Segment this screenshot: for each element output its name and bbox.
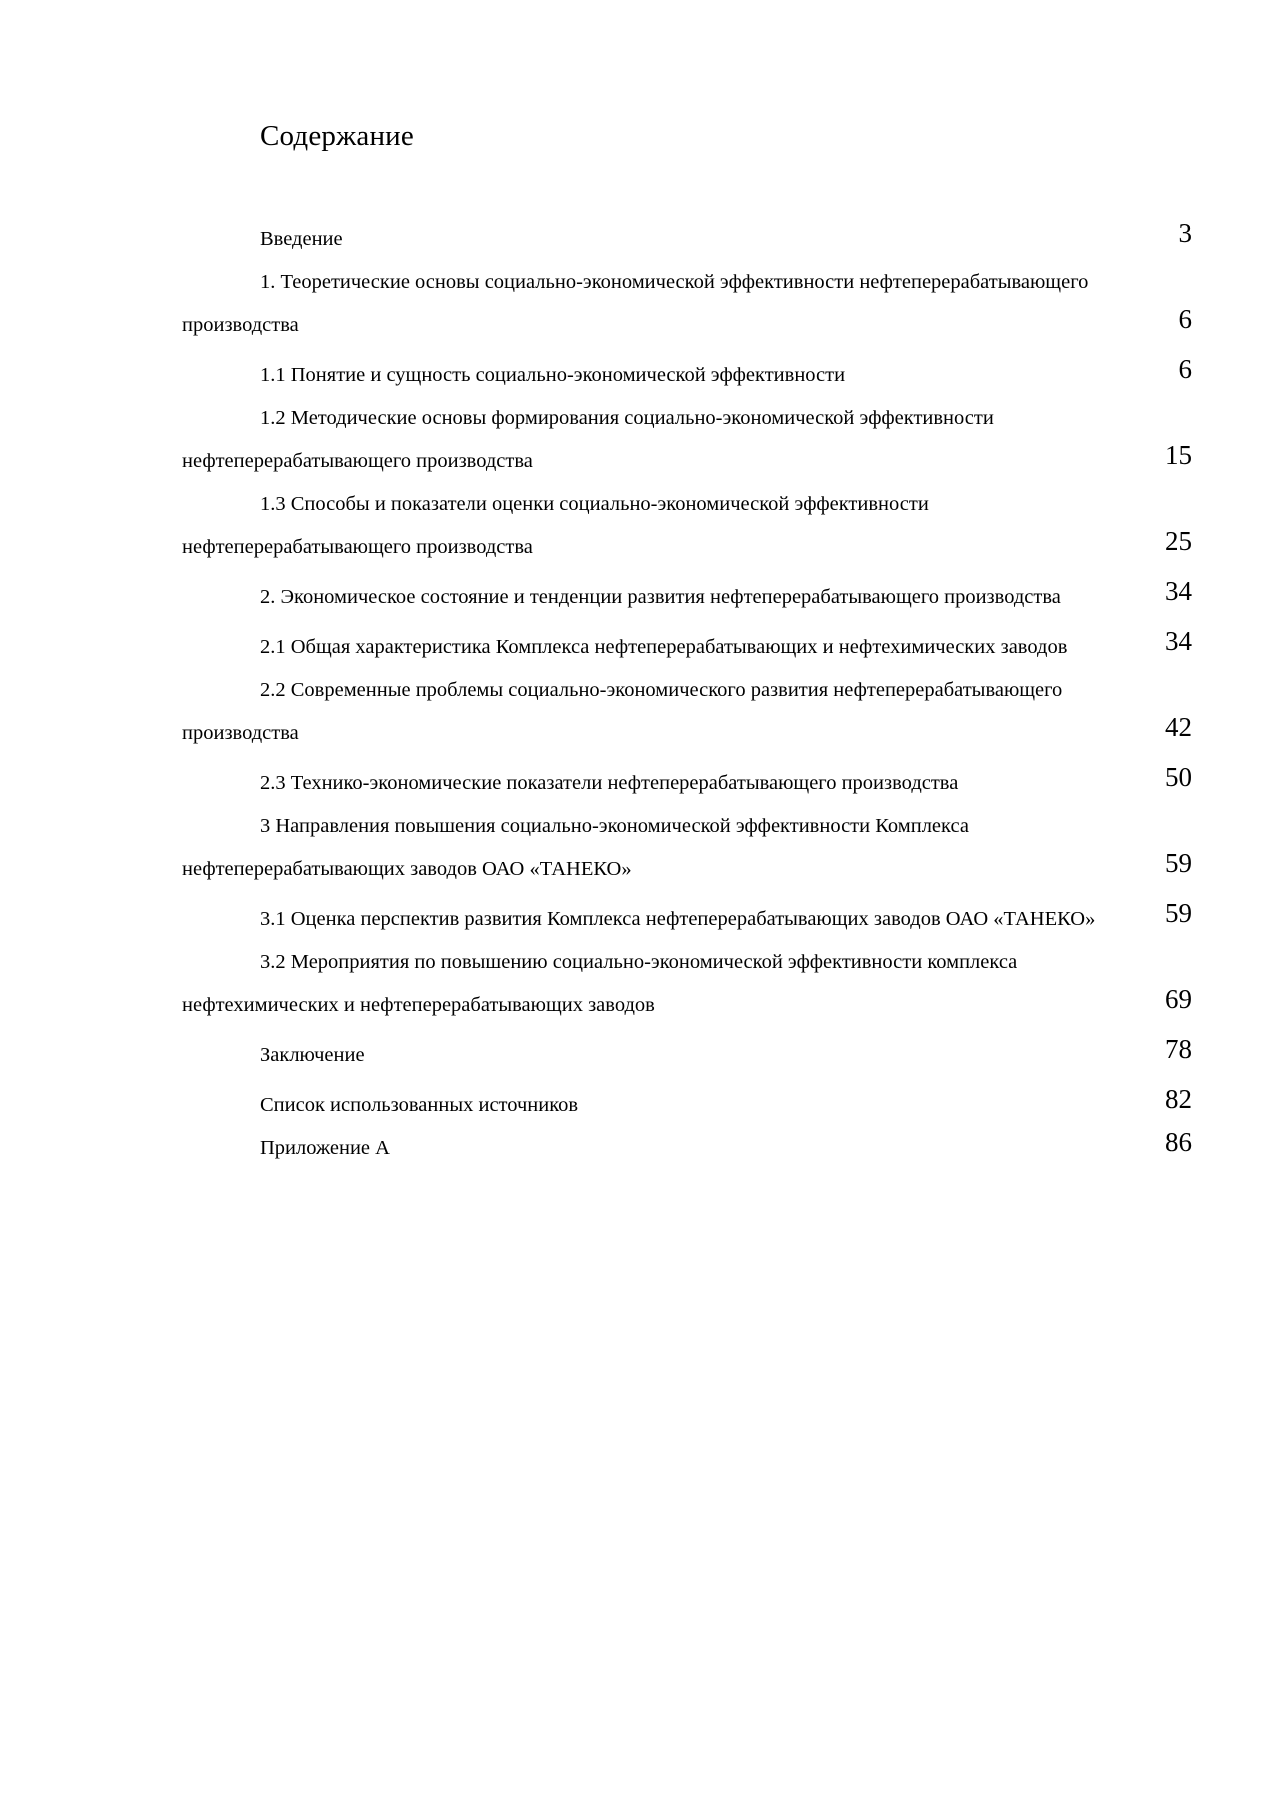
- toc-page-number: 86: [1165, 1127, 1192, 1157]
- toc-entry-section-3-1: [182, 898, 1192, 941]
- toc-entry-text: 3.1 Оценка перспектив развития Комплекса нефтеперерабатывающих заводов ОАО «ТАНЕКО»: [260, 908, 1096, 930]
- toc-entry-section-2-1: [182, 626, 1192, 669]
- toc-entry-section-1-3: [182, 483, 1192, 569]
- toc-entry-text: Список использованных источников: [260, 1094, 579, 1116]
- toc-page-number: 69: [1165, 984, 1192, 1014]
- toc-entry-chapter-2: [182, 576, 1192, 619]
- toc-entry-text: 1.2 Методические основы формирования социально-экономической эффективности нефтеперерабатывающего производства: [182, 407, 994, 472]
- toc-page-number: 78: [1165, 1034, 1192, 1064]
- toc-page-number: 34: [1165, 576, 1192, 606]
- toc-entry-section-1-2: [182, 397, 1192, 483]
- toc-page-number: 25: [1165, 526, 1192, 556]
- toc-entry-text: Введение: [260, 228, 343, 250]
- toc-page-number: 6: [1178, 304, 1192, 334]
- toc-entry-section-2-3: [182, 762, 1192, 805]
- toc-page-number: 42: [1165, 712, 1192, 742]
- toc-entry-chapter-3: [182, 805, 1192, 891]
- table-of-contents: [182, 218, 1192, 1170]
- toc-page-number: 6: [1178, 354, 1192, 384]
- toc-entry-references: [182, 1084, 1192, 1127]
- toc-entry-text: Приложение А: [260, 1137, 390, 1159]
- toc-entry-text: 2. Экономическое состояние и тенденции развития нефтеперерабатывающего производства: [260, 586, 1061, 608]
- toc-entry-section-3-2: [182, 941, 1192, 1027]
- toc-entry-appendix-a: [182, 1127, 1192, 1170]
- toc-page-number: 50: [1165, 762, 1192, 792]
- toc-title: Содержание: [260, 120, 414, 152]
- toc-entry-text: 2.2 Современные проблемы социально-экономического развития нефтеперерабатывающего производства: [182, 679, 1063, 744]
- toc-page-number: 15: [1165, 440, 1192, 470]
- toc-page-number: 34: [1165, 626, 1192, 656]
- toc-entry-text: 1.1 Понятие и сущность социально-экономической эффективности: [260, 364, 846, 386]
- toc-entry-chapter-1: [182, 261, 1192, 347]
- toc-page-number: 3: [1178, 218, 1192, 248]
- toc-entry-conclusion: [182, 1034, 1192, 1077]
- toc-entry-text: 3.2 Мероприятия по повышению социально-экономической эффективности комплекса нефтехимических и нефтеперерабатывающих заводов: [182, 951, 1018, 1016]
- toc-page-number: 59: [1165, 898, 1192, 928]
- toc-entry-text: 1. Теоретические основы социально-экономической эффективности нефтеперерабатывающего производства: [182, 271, 1089, 336]
- toc-entry-section-2-2: [182, 669, 1192, 755]
- toc-page-number: 59: [1165, 848, 1192, 878]
- toc-entry-text: 2.3 Технико-экономические показатели нефтеперерабатывающего производства: [260, 772, 959, 794]
- toc-entry-text: 3 Направления повышения социально-экономической эффективности Комплекса нефтеперерабатывающих заводов ОАО «ТАНЕКО»: [182, 815, 969, 880]
- toc-entry-section-1-1: [182, 354, 1192, 397]
- toc-entry-text: Заключение: [260, 1044, 365, 1066]
- toc-entry-introduction: [182, 218, 1192, 261]
- toc-entry-text: 2.1 Общая характеристика Комплекса нефтеперерабатывающих и нефтехимических заводов: [260, 636, 1068, 658]
- toc-entry-text: 1.3 Способы и показатели оценки социально-экономической эффективности нефтеперерабатывающего производства: [182, 493, 929, 558]
- toc-page-number: 82: [1165, 1084, 1192, 1114]
